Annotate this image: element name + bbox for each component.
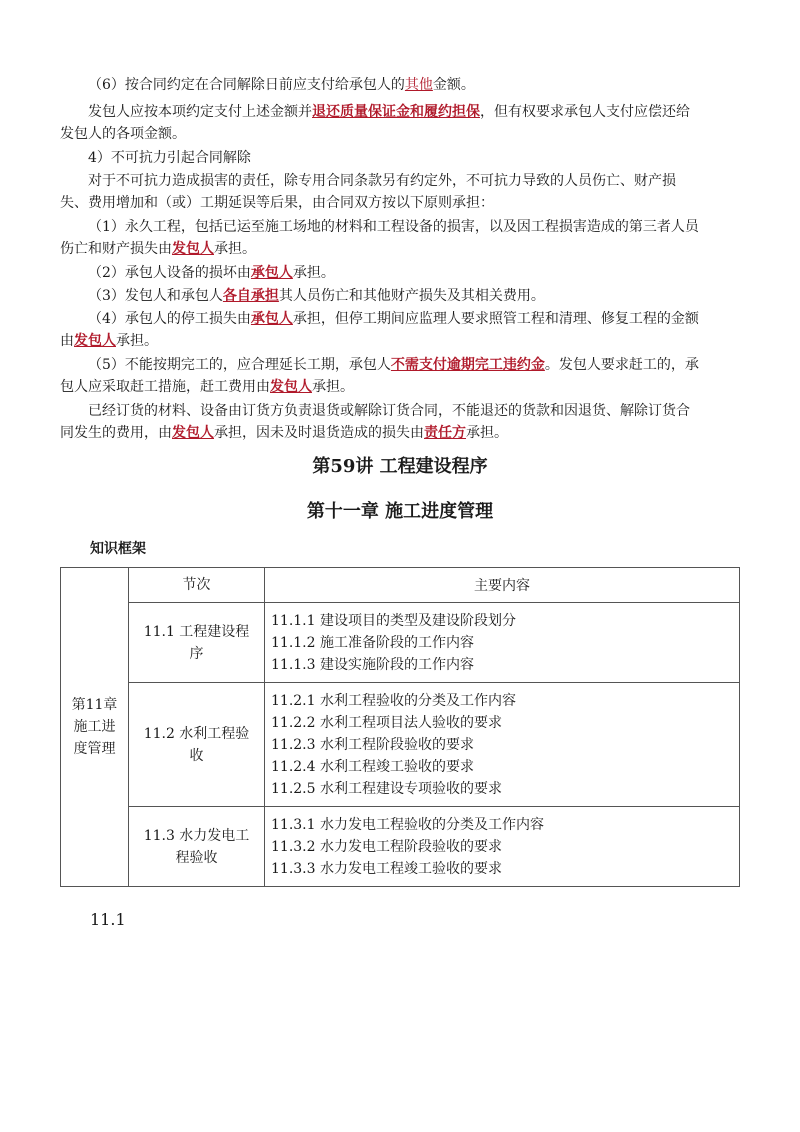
content-cell bbox=[265, 603, 740, 683]
highlight-refund: 退还质量保证金和履约担保 bbox=[312, 104, 480, 120]
chapter-line: 施工进 bbox=[73, 719, 116, 735]
list-item: 11.1.2 施工准备阶段的工作内容 bbox=[271, 634, 474, 651]
list-item: 11.1.3 建设实施阶段的工作内容 bbox=[271, 656, 474, 673]
highlight-contractor: 承包人 bbox=[250, 265, 293, 281]
list-item: 11.3.2 水力发电工程阶段验收的要求 bbox=[271, 838, 502, 855]
list-item: 11.2.3 水利工程阶段验收的要求 bbox=[271, 736, 474, 753]
section-cell: 11.2 水利工程验 收 bbox=[129, 683, 265, 807]
paragraph-force-majeure-cont: 失、费用增加和（或）工期延误等后果，由合同双方按以下原则承担： bbox=[60, 195, 494, 211]
paragraph-payment: 发包人应按本项约定支付上述金额并退还质量保证金和履约担保，但有权要求承包人支付应偿还给 bbox=[88, 104, 690, 120]
highlight-contractor: 承包人 bbox=[250, 311, 293, 327]
list-item: 11.2.4 水利工程竣工验收的要求 bbox=[271, 758, 474, 775]
list-item: 11.2.1 水利工程验收的分类及工作内容 bbox=[271, 692, 516, 709]
list-item: 11.2.5 水利工程建设专项验收的要求 bbox=[271, 780, 502, 797]
highlight-each-bear: 各自承担 bbox=[222, 288, 279, 304]
chapter-title: 第十一章 施工进度管理 bbox=[306, 501, 494, 522]
paragraph-orders: 已经订货的材料、设备由订货方负责退货或解除订货合同，不能退还的货款和因退货、解除订货合 bbox=[88, 403, 690, 419]
highlight-employer: 发包人 bbox=[172, 241, 214, 257]
chapter-cell bbox=[61, 568, 129, 887]
section-number: 11.1 bbox=[90, 910, 126, 929]
chapter-line: 度管理 bbox=[73, 741, 116, 757]
item-2: （2）承包人设备的损坏由承包人承担。 bbox=[88, 265, 335, 281]
highlight-employer: 发包人 bbox=[270, 379, 312, 395]
item-1-cont: 伤亡和财产损失由发包人承担。 bbox=[60, 241, 256, 257]
paragraph-force-majeure: 对于不可抗力造成损害的责任，除专用合同条款另有约定外，不可抗力导致的人员伤亡、财产损 bbox=[88, 173, 676, 189]
table-row bbox=[61, 807, 740, 887]
list-item: 11.1.1 建设项目的类型及建设阶段划分 bbox=[271, 612, 516, 629]
item-3: （3）发包人和承包人各自承担其人员伤亡和其他财产损失及其相关费用。 bbox=[88, 288, 545, 304]
paragraph-6: （6）按合同约定在合同解除日前应支付给承包人的其他金额。 bbox=[88, 77, 475, 93]
list-item: 11.2.2 水利工程项目法人验收的要求 bbox=[271, 714, 502, 731]
highlight-employer: 发包人 bbox=[172, 425, 214, 441]
highlight-responsible-party: 责任方 bbox=[424, 425, 466, 441]
highlight-no-penalty: 不需支付逾期完工违约金 bbox=[390, 357, 545, 373]
item-4: （4）承包人的停工损失由承包人承担，但停工期间应监理人要求照管工程和清理、修复工程的金额 bbox=[88, 311, 699, 327]
table-header-row bbox=[61, 568, 740, 603]
item-1: （1）永久工程，包括已运至施工场地的材料和工程设备的损害，以及因工程损害造成的第三者人员 bbox=[88, 219, 699, 235]
list-item: 11.3.1 水力发电工程验收的分类及工作内容 bbox=[271, 816, 544, 833]
framework-label: 知识框架 bbox=[90, 541, 146, 557]
chapter-line: 第11章 bbox=[71, 697, 118, 713]
section-cell: 11.1 工程建设程 序 bbox=[129, 603, 265, 683]
item-5: （5）不能按期完工的，应合理延长工期，承包人不需支付逾期完工违约金。发包人要求赶工的，承 bbox=[88, 357, 699, 373]
item-5-cont: 包人应采取赶工措施，赶工费用由发包人承担。 bbox=[60, 379, 354, 395]
paragraph-payment-cont: 发包人的各项金额。 bbox=[60, 126, 186, 142]
list-item: 11.3.3 水力发电工程竣工验收的要求 bbox=[271, 860, 502, 877]
highlight-other: 其他 bbox=[404, 77, 433, 93]
lecture-title: 第59讲 工程建设程序 bbox=[312, 456, 488, 477]
header-content: 主要内容 bbox=[265, 568, 740, 603]
paragraph-orders-cont: 同发生的费用，由发包人承担，因未及时退货造成的损失由责任方承担。 bbox=[60, 425, 508, 441]
highlight-employer: 发包人 bbox=[74, 333, 116, 349]
content-cell bbox=[265, 683, 740, 807]
knowledge-framework-table bbox=[60, 567, 740, 887]
item-4-cont: 由发包人承担。 bbox=[60, 333, 158, 349]
table-row bbox=[61, 683, 740, 807]
content-cell bbox=[265, 807, 740, 887]
table-row bbox=[61, 603, 740, 683]
heading-force-majeure: 4）不可抗力引起合同解除 bbox=[88, 150, 251, 166]
header-section: 节次 bbox=[129, 568, 265, 603]
section-cell: 11.3 水力发电工 程验收 bbox=[129, 807, 265, 887]
